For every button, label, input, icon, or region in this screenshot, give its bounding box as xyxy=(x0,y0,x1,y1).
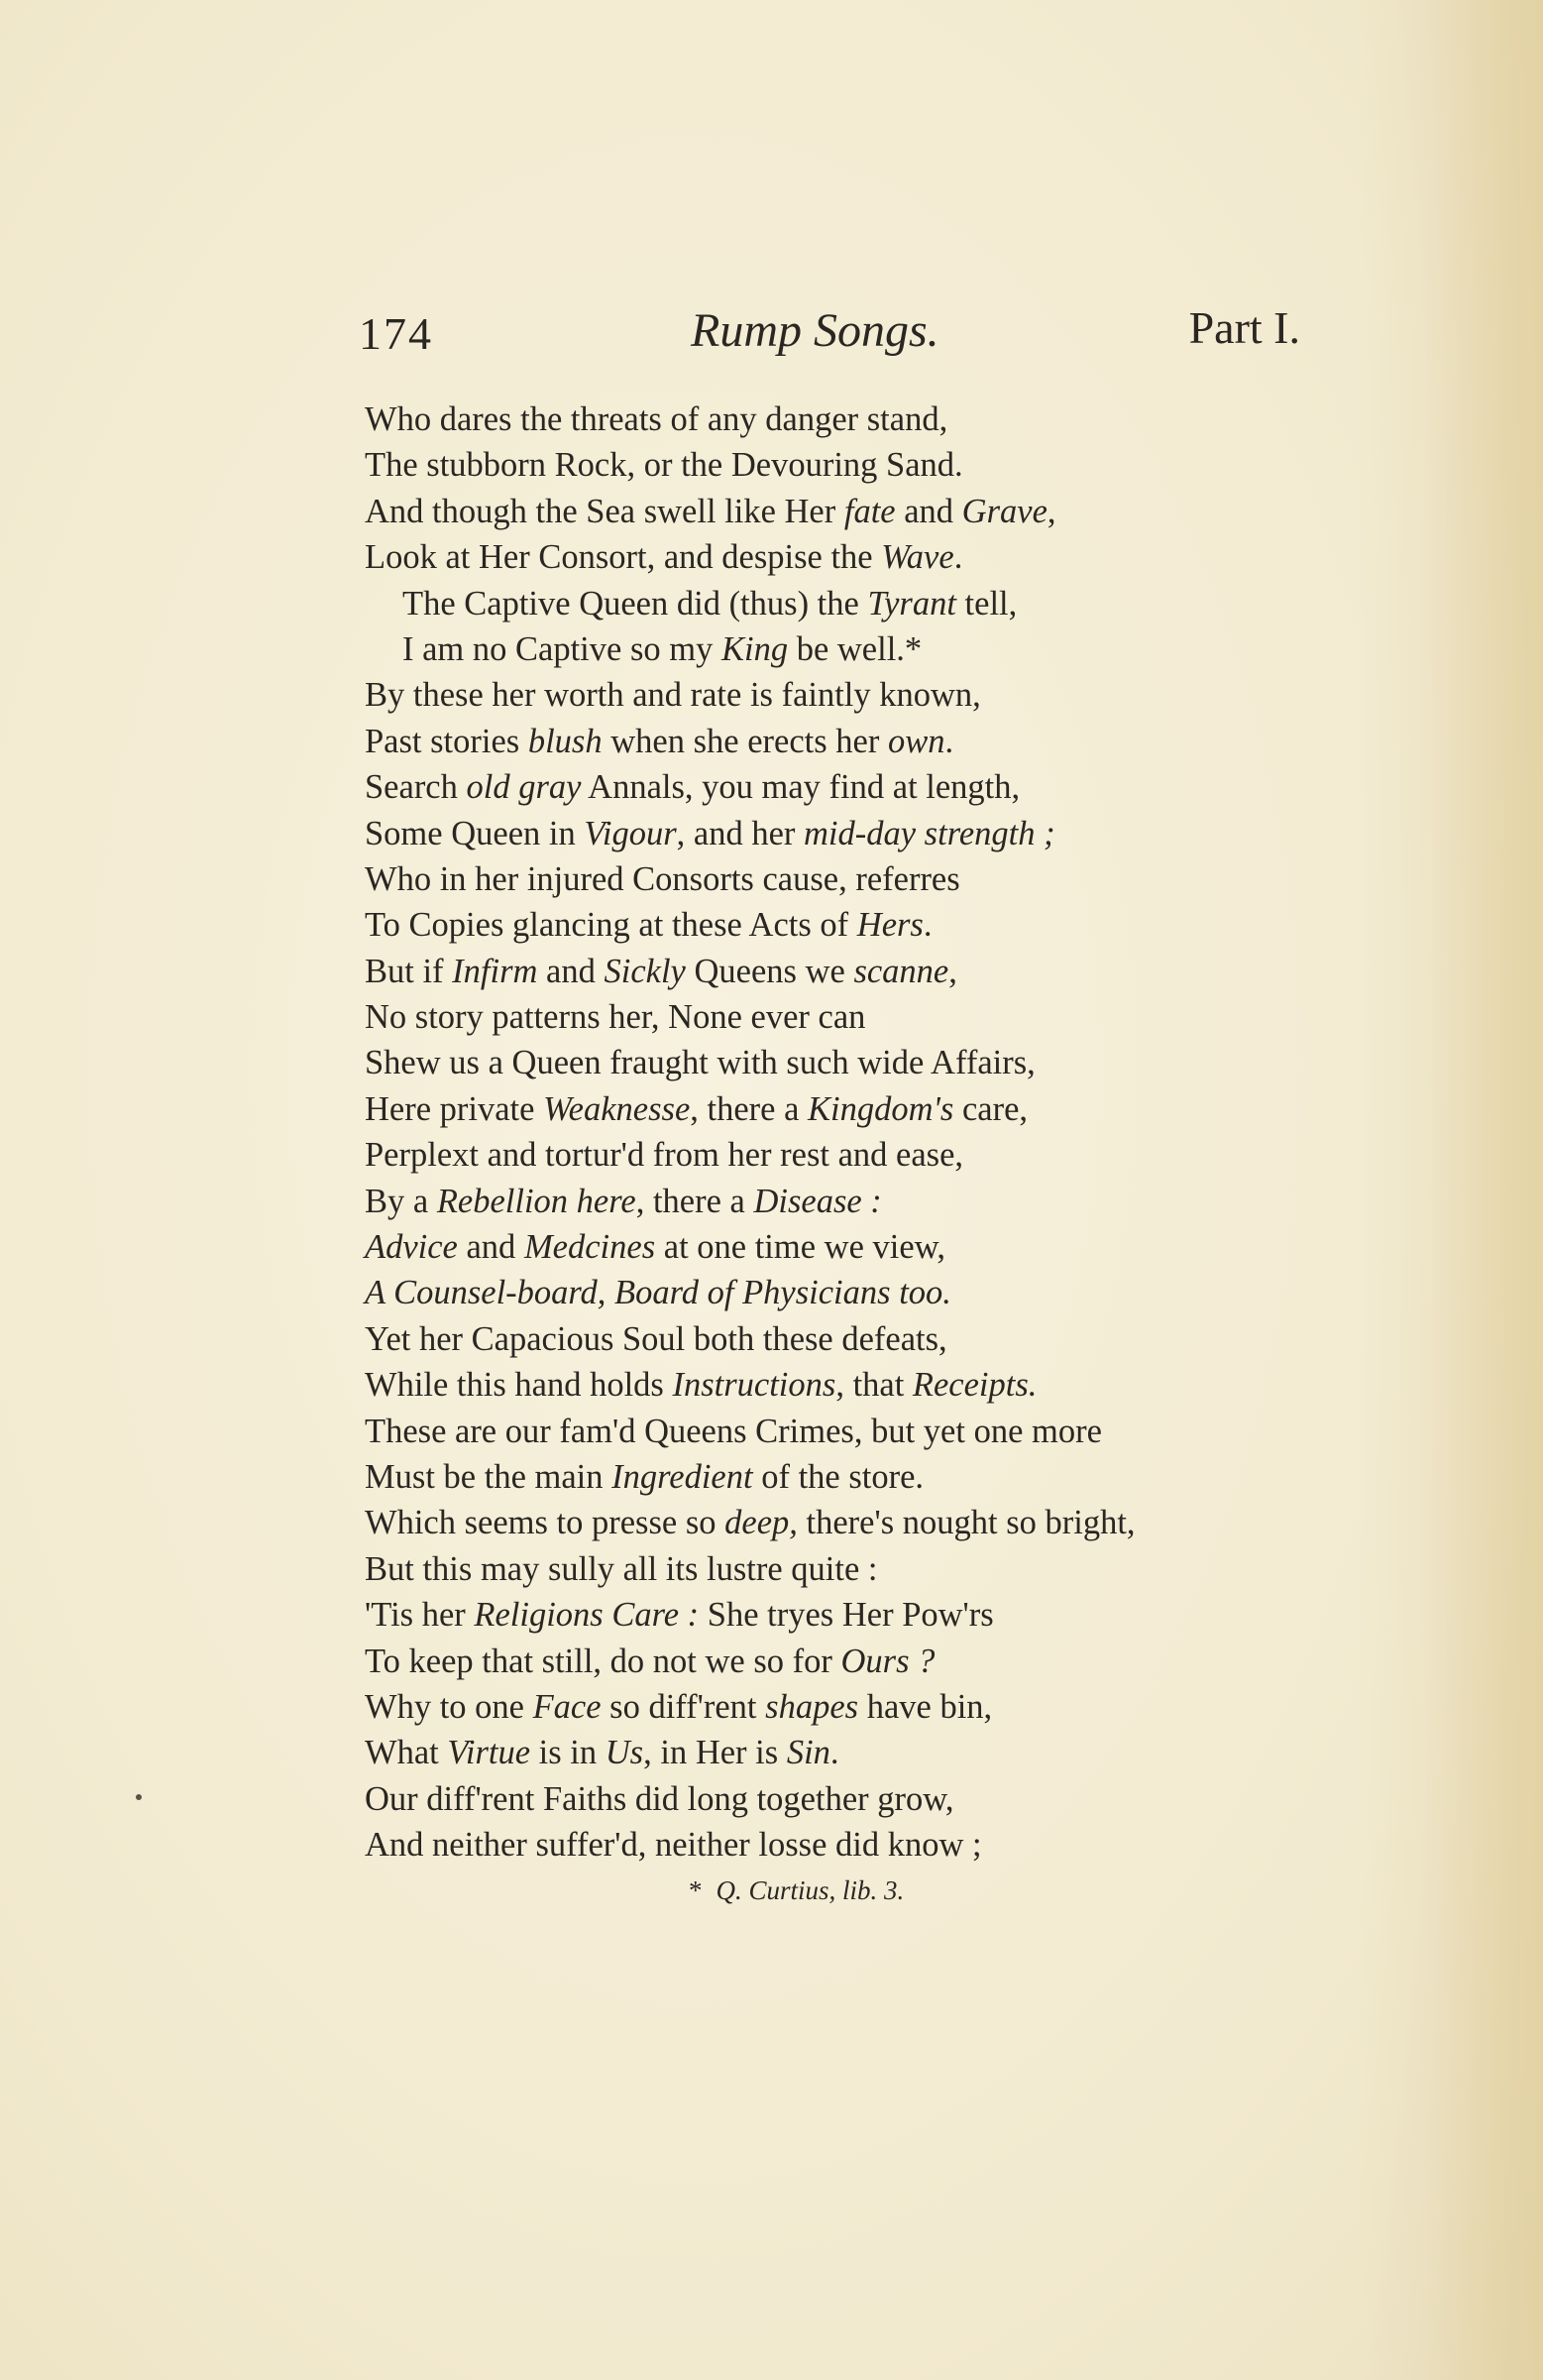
line-text: And though the Sea swell like Her xyxy=(365,492,844,530)
line-text: . xyxy=(923,906,933,945)
line-text: She tryes Her Pow'rs xyxy=(699,1596,994,1635)
italic-phrase: Grave xyxy=(961,492,1047,530)
line-text: . xyxy=(944,722,954,760)
line-text: , in Her is xyxy=(643,1734,787,1772)
poem-line xyxy=(365,811,1296,856)
italic-phrase: Sin xyxy=(786,1734,830,1772)
paper-speck xyxy=(136,1794,142,1800)
italic-phrase: scanne xyxy=(853,952,949,990)
line-text: 'Tis her xyxy=(365,1596,475,1635)
line-text: By these her worth and rate is faintly known, xyxy=(365,676,981,715)
line-text: , there a xyxy=(690,1089,809,1128)
poem-line xyxy=(365,1179,1296,1224)
poem-line xyxy=(365,994,1296,1040)
poem-line xyxy=(365,1086,1296,1132)
line-text: Some Queen in xyxy=(365,814,585,852)
line-text: . xyxy=(953,538,963,577)
line-text: Who dares the threats of any danger stand, xyxy=(365,400,948,438)
poem-line xyxy=(365,1822,1296,1868)
italic-phrase: Virtue xyxy=(447,1734,531,1772)
page-edge-shadow xyxy=(1424,0,1543,2380)
line-text: Shew us a Queen fraught with such wide Affairs, xyxy=(365,1044,1036,1082)
italic-phrase: Instructions xyxy=(672,1366,836,1405)
italic-phrase: King xyxy=(720,629,789,668)
line-text: , xyxy=(1047,492,1056,530)
line-text: But this may sully all its lustre quite : xyxy=(365,1549,878,1588)
line-text: and xyxy=(457,1228,524,1267)
italic-phrase: Ingredient xyxy=(611,1457,753,1496)
italic-phrase: Ours ? xyxy=(840,1642,936,1680)
italic-phrase: Hers xyxy=(856,906,924,945)
italic-phrase: fate xyxy=(843,492,896,530)
line-text: Why to one xyxy=(365,1687,533,1726)
line-text: Which seems to presse so xyxy=(365,1504,725,1542)
line-text: is in xyxy=(530,1734,606,1772)
line-text: be well.* xyxy=(788,629,923,668)
poem-line xyxy=(365,764,1296,810)
poem-line xyxy=(365,1409,1296,1454)
line-text: Must be the main xyxy=(365,1457,612,1496)
italic-phrase: Face xyxy=(532,1687,602,1726)
poem-line xyxy=(365,1040,1296,1085)
line-text: , that xyxy=(835,1366,913,1405)
italic-phrase: Receipts. xyxy=(912,1366,1038,1405)
italic-phrase: Kingdom's xyxy=(808,1089,954,1128)
poem-text xyxy=(365,397,1296,1869)
poem-line xyxy=(365,1592,1296,1638)
line-text: Yet her Capacious Soul both these defeats, xyxy=(365,1319,947,1358)
line-text: Our diff'rent Faiths did long together grow, xyxy=(365,1779,954,1818)
italic-phrase: Religions Care : xyxy=(474,1596,700,1635)
running-title: Rump Songs. xyxy=(691,304,939,357)
poem-line xyxy=(365,1684,1296,1730)
line-text: No story patterns her, None ever can xyxy=(365,998,866,1037)
italic-phrase: old gray xyxy=(466,768,582,807)
line-text: there's nought so bright, xyxy=(797,1504,1136,1542)
italic-phrase: Weaknesse xyxy=(543,1089,691,1128)
footnote xyxy=(689,1875,904,1906)
line-text: I am no Captive so my xyxy=(402,629,721,668)
line-text: These are our fam'd Queens Crimes, but yet one more xyxy=(365,1412,1102,1450)
poem-line xyxy=(365,1454,1296,1500)
line-text: To Copies glancing at these Acts of xyxy=(365,906,857,945)
line-text: And neither suffer'd, neither losse did know ; xyxy=(365,1826,982,1865)
line-text: Look at Her Consort, and despise the xyxy=(365,538,882,577)
line-text: The Captive Queen did (thus) the xyxy=(402,584,868,623)
poem-line xyxy=(365,581,1296,626)
line-text: and xyxy=(895,492,962,530)
italic-phrase: A Counsel-board, Board of Physicians too. xyxy=(365,1274,951,1312)
poem-line xyxy=(365,397,1296,442)
italic-phrase: own xyxy=(887,722,945,760)
line-text: The stubborn Rock, or the Devouring Sand. xyxy=(365,446,963,485)
line-text: Search xyxy=(365,768,467,807)
poem-line xyxy=(365,1270,1296,1315)
poem-line xyxy=(365,1500,1296,1545)
italic-phrase: Wave xyxy=(881,538,954,577)
line-text: . xyxy=(829,1734,839,1772)
poem-line xyxy=(365,902,1296,948)
poem-line xyxy=(365,1639,1296,1684)
line-text: But if xyxy=(365,952,453,990)
poem-line xyxy=(365,856,1296,902)
footnote-marker: * xyxy=(689,1875,703,1905)
page-number: 174 xyxy=(359,308,433,359)
line-text: Perplext and tortur'd from her rest and ease, xyxy=(365,1136,964,1175)
poem-line xyxy=(365,672,1296,718)
poem-line xyxy=(365,442,1296,488)
italic-phrase: mid-day strength ; xyxy=(804,814,1055,852)
italic-phrase: shapes xyxy=(765,1687,859,1726)
line-text: Here private xyxy=(365,1089,544,1128)
line-text: By a xyxy=(365,1182,437,1220)
italic-phrase: Us xyxy=(605,1734,644,1772)
line-text: What xyxy=(365,1734,448,1772)
line-text: tell, xyxy=(955,584,1018,623)
italic-phrase: Vigour xyxy=(584,814,677,852)
page-header xyxy=(359,297,1300,377)
line-text: While this hand holds xyxy=(365,1366,673,1405)
line-text: , xyxy=(948,952,957,990)
line-text: at one time we view, xyxy=(655,1228,945,1267)
poem-line xyxy=(365,1730,1296,1775)
poem-line xyxy=(365,1224,1296,1270)
poem-line xyxy=(365,1776,1296,1822)
poem-line xyxy=(365,489,1296,534)
italic-phrase: Medcines xyxy=(523,1228,656,1267)
line-text: of the store. xyxy=(752,1457,925,1496)
poem-line xyxy=(365,1546,1296,1592)
line-text: , there a xyxy=(635,1182,754,1220)
italic-phrase: blush xyxy=(527,722,603,760)
poem-line xyxy=(365,1362,1296,1408)
italic-phrase: Rebellion here xyxy=(436,1182,636,1220)
italic-phrase: deep, xyxy=(724,1504,798,1542)
line-text: To keep that still, do not we so for xyxy=(365,1642,841,1680)
line-text: Annals, you may find at length, xyxy=(581,768,1021,807)
line-text: Past stories xyxy=(365,722,528,760)
line-text: , and her xyxy=(676,814,804,852)
line-text: have bin, xyxy=(858,1687,993,1726)
footnote-text: Q. Curtius, lib. 3. xyxy=(716,1875,905,1905)
line-text: care, xyxy=(953,1089,1029,1128)
line-text: Who in her injured Consorts cause, referres xyxy=(365,859,960,898)
line-text: when she erects her xyxy=(602,722,888,760)
line-text: and xyxy=(537,952,605,990)
poem-line xyxy=(365,1132,1296,1178)
poem-line xyxy=(365,1316,1296,1362)
italic-phrase: Advice xyxy=(365,1228,458,1267)
poem-line xyxy=(365,719,1296,764)
poem-line xyxy=(365,949,1296,994)
poem-line xyxy=(365,534,1296,580)
italic-phrase: Infirm xyxy=(452,952,538,990)
italic-phrase: Disease : xyxy=(753,1182,882,1220)
line-text: so diff'rent xyxy=(601,1687,766,1726)
italic-phrase: Sickly xyxy=(604,952,686,990)
poem-line xyxy=(365,626,1296,672)
italic-phrase: Tyrant xyxy=(867,584,956,623)
line-text: Queens we xyxy=(685,952,854,990)
part-label: Part I. xyxy=(1188,302,1300,353)
